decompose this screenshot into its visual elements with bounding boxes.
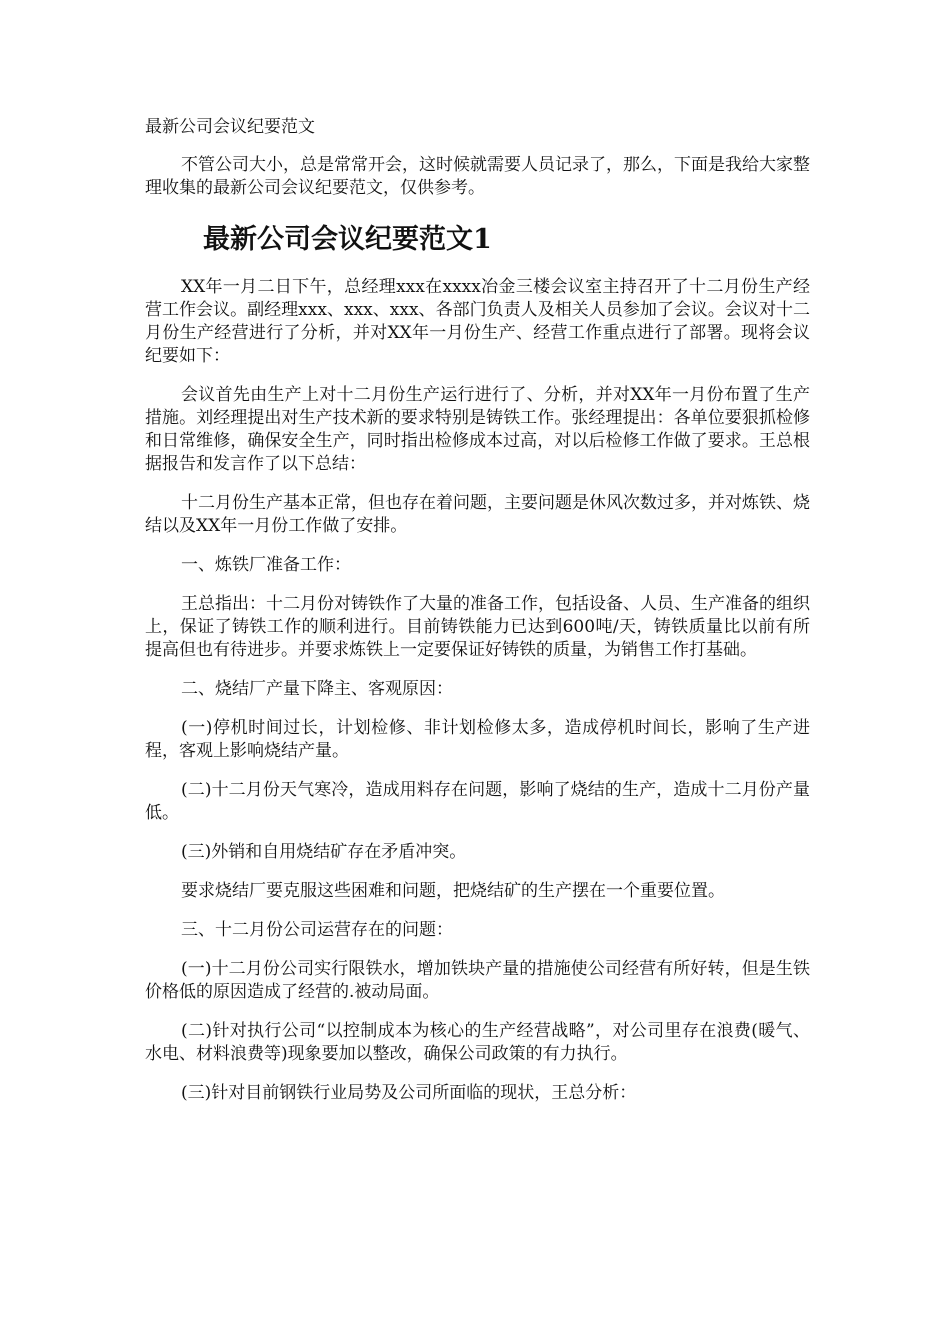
document-title: 最新公司会议纪要范文 [145,117,315,137]
section-two-heading: 二、烧结厂产量下降主、客观原因： [181,679,453,699]
ironworks-paragraph: 王总指出：十二月份对铸铁作了大量的准备工作，包括设备、人员、生产准备的组织上，保证了铸铁工作的顺利进行。目前铸铁能力已达到600吨/天，铸铁质量比以前有所提高但也有待进步。并要求炼铁上一定要保证好铸铁的质量，为销售工作打基础。 [145,594,810,660]
operation-issue-two-paragraph: (二)针对执行公司“以控制成本为核心的生产经营战略”，对公司里存在浪费(暖气、水电、材料浪费等)现象要加以整改，确保公司政策的有力执行。 [145,1021,810,1064]
sinter-requirement-paragraph: 要求烧结厂要克服这些困难和问题，把烧结矿的生产摆在一个重要位置。 [181,881,725,901]
summary-paragraph: 十二月份生产基本正常，但也存在着问题，主要问题是休风次数过多，并对炼铁、烧结以及XX年一月份工作做了安排。 [145,493,810,536]
operation-issue-three-paragraph: (三)针对目前钢铁行业局势及公司所面临的现状，王总分析： [181,1083,637,1103]
reason-three-paragraph: (三)外销和自用烧结矿存在矛盾冲突。 [181,842,467,862]
section-heading: 最新公司会议纪要范文1 [203,224,492,255]
reason-two-paragraph: (二)十二月份天气寒冷，造成用料存在问题，影响了烧结的生产，造成十二月份产量低。 [145,780,810,823]
document-page [145,112,810,1121]
meeting-overview-paragraph: XX年一月二日下午，总经理xxx在xxxx冶金三楼会议室主持召开了十二月份生产经营工作会议。副经理xxx、xxx、xxx、各部门负责人及相关人员参加了会议。会议对十二月份生产经营进行了分析，并对XX年一月份生产、经营工作重点进行了部署。现将会议纪要如下： [145,277,810,366]
section-one-heading: 一、炼铁厂准备工作： [181,555,351,575]
production-report-paragraph: 会议首先由生产上对十二月份生产运行进行了、分析，并对XX年一月份布置了生产措施。刘经理提出对生产技术新的要求特别是铸铁工作。张经理提出：各单位要狠抓检修和日常维修，确保安全生产，同时指出检修成本过高，对以后检修工作做了要求。王总根据报告和发言作了以下总结： [145,385,810,474]
document-body [145,276,810,1105]
operation-issue-one-paragraph: (一)十二月份公司实行限铁水，增加铁块产量的措施使公司经营有所好转，但是生铁价格低的原因造成了经营的.被动局面。 [145,959,810,1002]
reason-one-paragraph: (一)停机时间过长，计划检修、非计划检修太多，造成停机时间长，影响了生产进程，客观上影响烧结产量。 [145,718,810,761]
intro-paragraph: 不管公司大小，总是常常开会，这时候就需要人员记录了，那么，下面是我给大家整理收集的最新公司会议纪要范文，仅供参考。 [145,155,810,198]
section-three-heading: 三、十二月份公司运营存在的问题： [181,920,453,940]
